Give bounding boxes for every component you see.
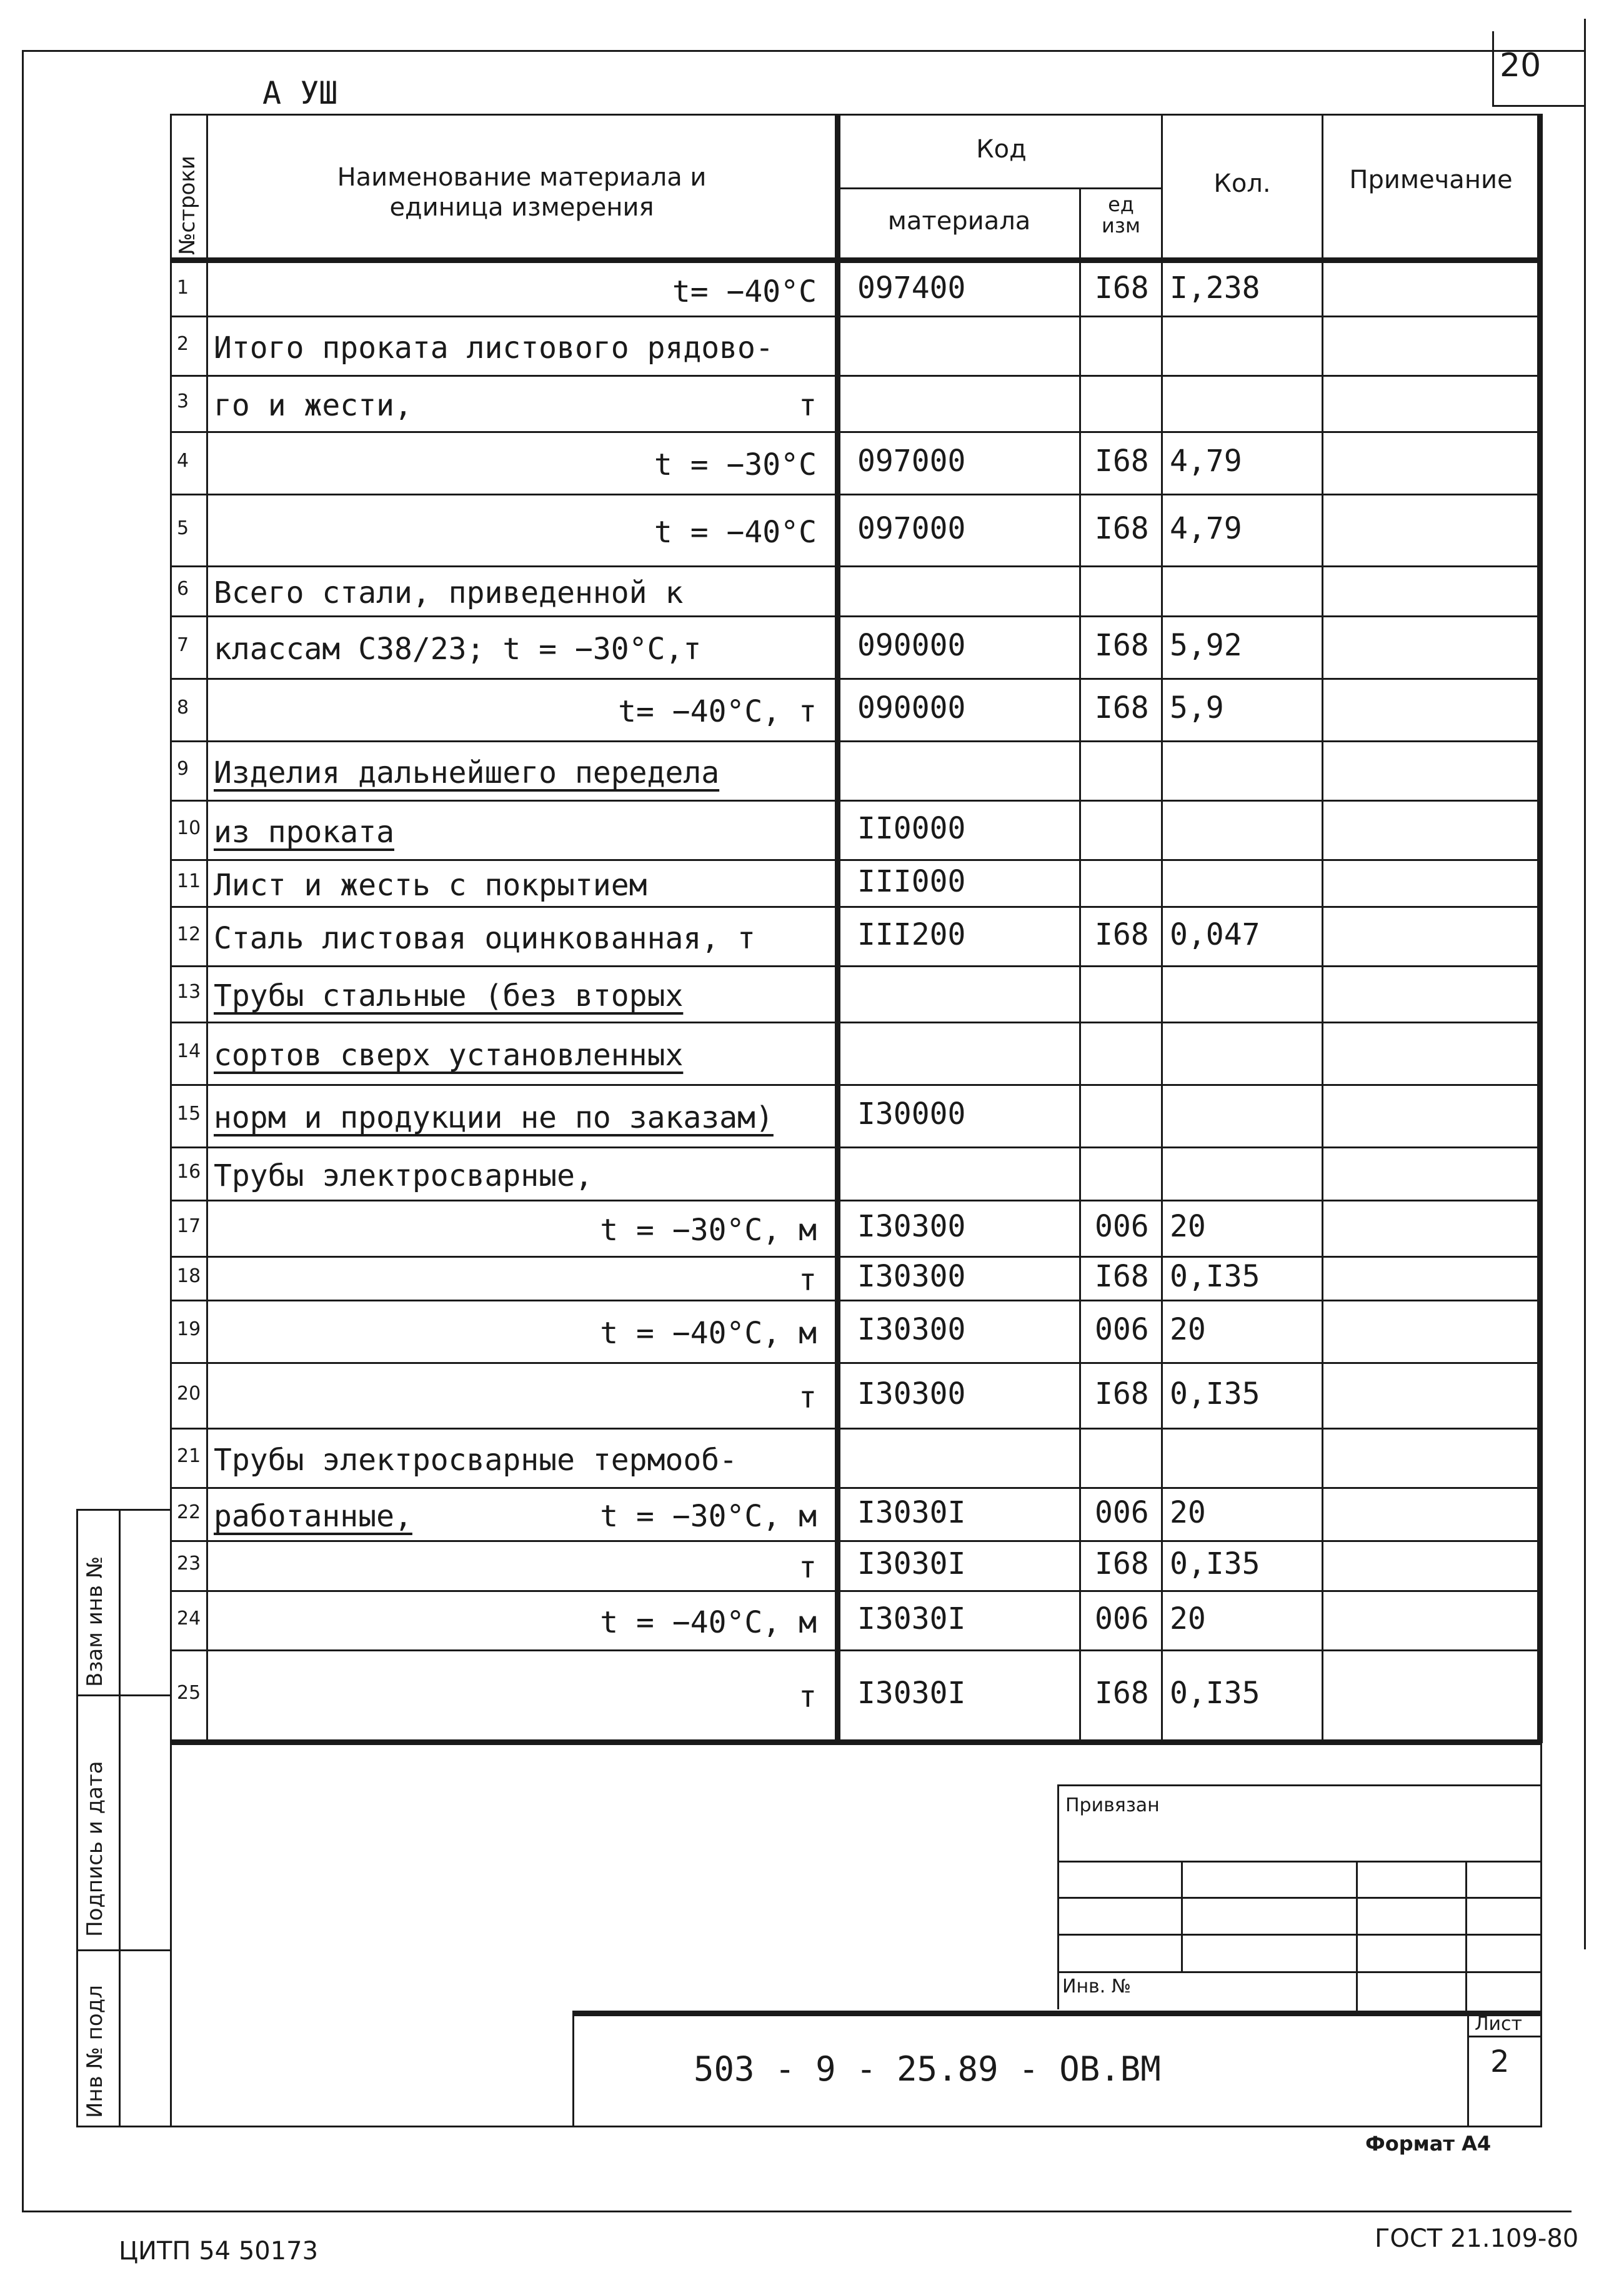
title-block-top [572,2011,1542,2016]
row-number: 14 [177,1040,201,1062]
row-name-suffix: t = −30°C, м [600,1498,817,1534]
header-unit [1081,194,1161,236]
row-divider [170,1590,1540,1592]
row-divider [170,740,1540,742]
col-divider-rownum [206,114,208,1744]
row-code: I3030I [857,1601,966,1636]
row-name: t = −40°C, м [600,1604,817,1640]
header-note: Примечание [1349,166,1513,194]
row-divider [170,431,1540,433]
row-number: 24 [177,1607,201,1629]
header-unit-line1: ед [1108,192,1134,216]
row-number: 23 [177,1553,201,1574]
header-material: материала [887,207,1031,236]
row-number: 21 [177,1445,201,1467]
side-strip-div2 [76,1949,171,1951]
row-qty: 20 [1170,1495,1206,1530]
row-name: норм и продукции не по заказам) [214,1100,774,1135]
row-number: 12 [177,923,201,945]
row-unit: I68 [1095,1259,1149,1294]
row-number: 8 [177,697,189,719]
side-label-podpis: Подпись и дата [82,1761,107,1937]
row-divider [170,800,1540,802]
row-code: I3030I [857,1546,966,1581]
row-name-suffix: т [799,388,817,423]
row-number: 6 [177,578,189,600]
row-code: I30300 [857,1209,966,1244]
stamp-grid-v3 [1465,1861,1467,2011]
header-bottom [170,257,1542,263]
row-number: 5 [177,517,189,539]
table-top [170,114,1542,116]
row-code: I3030I [857,1495,966,1530]
row-divider [170,965,1540,967]
sheet-mark: А УШ [262,75,338,111]
row-name: t = −30°C, м [600,1213,817,1248]
row-code: 097400 [857,270,966,306]
page-number: 20 [1500,47,1542,84]
row-qty: 5,92 [1170,628,1242,663]
header-unit-line2: изм [1102,214,1140,237]
row-divider [170,1084,1540,1086]
row-number: 17 [177,1215,201,1237]
row-divider [170,1200,1540,1201]
row-number: 4 [177,450,189,472]
header-code: Код [976,135,1027,164]
row-code: 090000 [857,690,966,725]
row-divider [170,375,1540,377]
side-strip-left [76,1509,78,2127]
stamp-grid-1 [1057,1861,1542,1863]
col-divider-note [1322,114,1323,1743]
row-number: 11 [177,870,201,892]
row-unit: I68 [1095,690,1149,725]
row-name: Изделия дальнейшего передела [214,755,720,790]
stamp-privyazan: Привязан [1065,1794,1160,1816]
row-unit: I68 [1095,510,1149,546]
sheet-box-divider [1467,2036,1542,2037]
row-divider [170,1300,1540,1301]
row-unit: I68 [1095,628,1149,663]
row-number: 13 [177,981,201,1003]
row-qty: 0,I35 [1170,1546,1260,1581]
side-strip-div1 [76,1694,171,1696]
row-unit: 006 [1095,1312,1149,1347]
row-divider [170,1649,1540,1651]
stamp-privyazan-top [1057,1784,1542,1786]
row-name: сортов сверх установленных [214,1038,684,1073]
row-qty: 0,047 [1170,917,1260,952]
page-number-box-bottom [1492,105,1586,107]
row-code: 090000 [857,628,966,663]
row-number: 25 [177,1682,201,1704]
row-qty: 0,I35 [1170,1376,1260,1411]
row-number: 10 [177,817,201,839]
row-name: работанные, [214,1498,412,1534]
row-code: I3030I [857,1676,966,1711]
row-code: I30300 [857,1376,966,1411]
row-name: Трубы электросварные, [214,1158,593,1193]
row-name: Трубы стальные (без вторых [214,978,684,1013]
row-divider [170,906,1540,908]
row-code: 097000 [857,444,966,479]
side-label-vzam-inv: Взам инв № [82,1556,107,1687]
row-name: Лист и жесть с покрытием [214,867,647,903]
row-name: Итого проката листового рядово- [214,330,774,366]
row-unit: 006 [1095,1601,1149,1636]
header-name [209,162,834,222]
header-name-line1: Наименование материала и [337,163,707,192]
row-unit: I68 [1095,917,1149,952]
row-name: t = −30°C [654,447,817,482]
page-number-box-left [1492,31,1494,106]
row-code: 097000 [857,510,966,546]
row-divider [170,1540,1540,1542]
format-label: Формат А4 [1365,2132,1492,2156]
row-number: 7 [177,634,189,656]
header-row-no: №строки [175,156,200,255]
row-divider [170,1022,1540,1023]
row-name: Сталь листовая оцинкованная, т [214,920,755,956]
row-divider [170,494,1540,495]
sheet-label: Лист [1475,2013,1523,2035]
row-qty: 20 [1170,1312,1206,1347]
row-name: т [799,1263,817,1298]
row-divider [170,1146,1540,1148]
row-unit: 006 [1095,1495,1149,1530]
row-name: Трубы электросварные термооб- [214,1442,738,1478]
row-number: 15 [177,1103,201,1125]
row-name: из проката [214,814,394,850]
row-unit: I68 [1095,1546,1149,1581]
sheet-value: 2 [1490,2044,1510,2079]
row-number: 1 [177,276,189,299]
title-block-left [572,2011,574,2127]
col-divider-qty [1161,114,1163,1743]
row-name: t = −40°C, м [600,1316,817,1351]
row-qty: 5,9 [1170,690,1224,725]
row-number: 2 [177,332,189,355]
stamp-grid-v2 [1356,1861,1358,2011]
side-strip-mid [119,1509,121,2127]
row-divider [170,1739,1540,1741]
row-qty: 4,79 [1170,510,1242,546]
row-number: 9 [177,757,189,780]
row-name: го и жести, [214,388,412,423]
row-name: t= −40°C [672,274,817,309]
gost-label: ГОСТ 21.109-80 [1375,2224,1579,2253]
row-divider [170,316,1540,317]
row-divider [170,1256,1540,1258]
stamp-bottom [170,2126,1542,2127]
row-name: t = −40°C [654,514,817,550]
row-number: 19 [177,1318,201,1340]
frame-left [22,50,24,2212]
header-name-line2: единица измерения [389,193,654,222]
row-name: t= −40°C, т [618,694,817,729]
row-divider [170,1362,1540,1364]
row-name: т [799,1550,817,1585]
row-divider [170,615,1540,617]
frame-bottom [22,2211,1572,2212]
row-name: классам С38/23; t = −30°C,т [214,632,702,667]
row-divider [170,1428,1540,1430]
row-number: 18 [177,1265,201,1287]
row-number: 3 [177,390,189,412]
row-unit: 006 [1095,1209,1149,1244]
row-code: III200 [857,917,966,952]
row-divider [170,678,1540,680]
sheet-box-left [1467,2011,1469,2127]
side-strip-top [76,1509,171,1511]
row-qty: 0,I35 [1170,1676,1260,1711]
side-label-inv-podl: Инв № подл [82,1985,107,2118]
stamp-grid-2 [1057,1897,1542,1899]
row-code: II0000 [857,810,966,846]
table-left [170,114,172,2127]
row-code: I30300 [857,1312,966,1347]
stamp-grid-3 [1057,1934,1542,1936]
row-number: 16 [177,1160,201,1183]
frame-right [1584,19,1586,1949]
stamp-grid-4 [1057,1971,1542,1973]
row-divider [170,565,1540,567]
row-divider [170,859,1540,861]
row-code: III000 [857,863,966,899]
header-subline [837,187,1162,189]
org-code: ЦИТП 54 50173 [119,2237,319,2266]
row-name: Всего стали, приведенной к [214,575,684,610]
row-name: т [799,1679,817,1714]
row-qty: 4,79 [1170,444,1242,479]
row-unit: I68 [1095,444,1149,479]
stamp-grid-v1 [1181,1861,1183,1973]
frame-top [22,50,1585,52]
row-unit: I68 [1095,1676,1149,1711]
side-strip-bottom [76,2126,171,2127]
row-unit: I68 [1095,1376,1149,1411]
row-qty: I,238 [1170,270,1260,306]
row-number: 20 [177,1382,201,1405]
row-qty: 0,I35 [1170,1259,1260,1294]
row-number: 22 [177,1501,201,1523]
col-right-border [1537,114,1543,1743]
row-divider [170,1487,1540,1489]
row-qty: 20 [1170,1209,1206,1244]
stamp-inv-no: Инв. № [1062,1976,1132,1997]
row-code: I30300 [857,1259,966,1294]
col-divider-code [835,114,840,1741]
row-unit: I68 [1095,270,1149,306]
row-name: т [799,1380,817,1415]
doc-code: 503 - 9 - 25.89 - ОВ.ВМ [694,2049,1161,2089]
row-code: I30000 [857,1097,966,1132]
header-qty: Кол. [1213,169,1271,198]
row-qty: 20 [1170,1601,1206,1636]
